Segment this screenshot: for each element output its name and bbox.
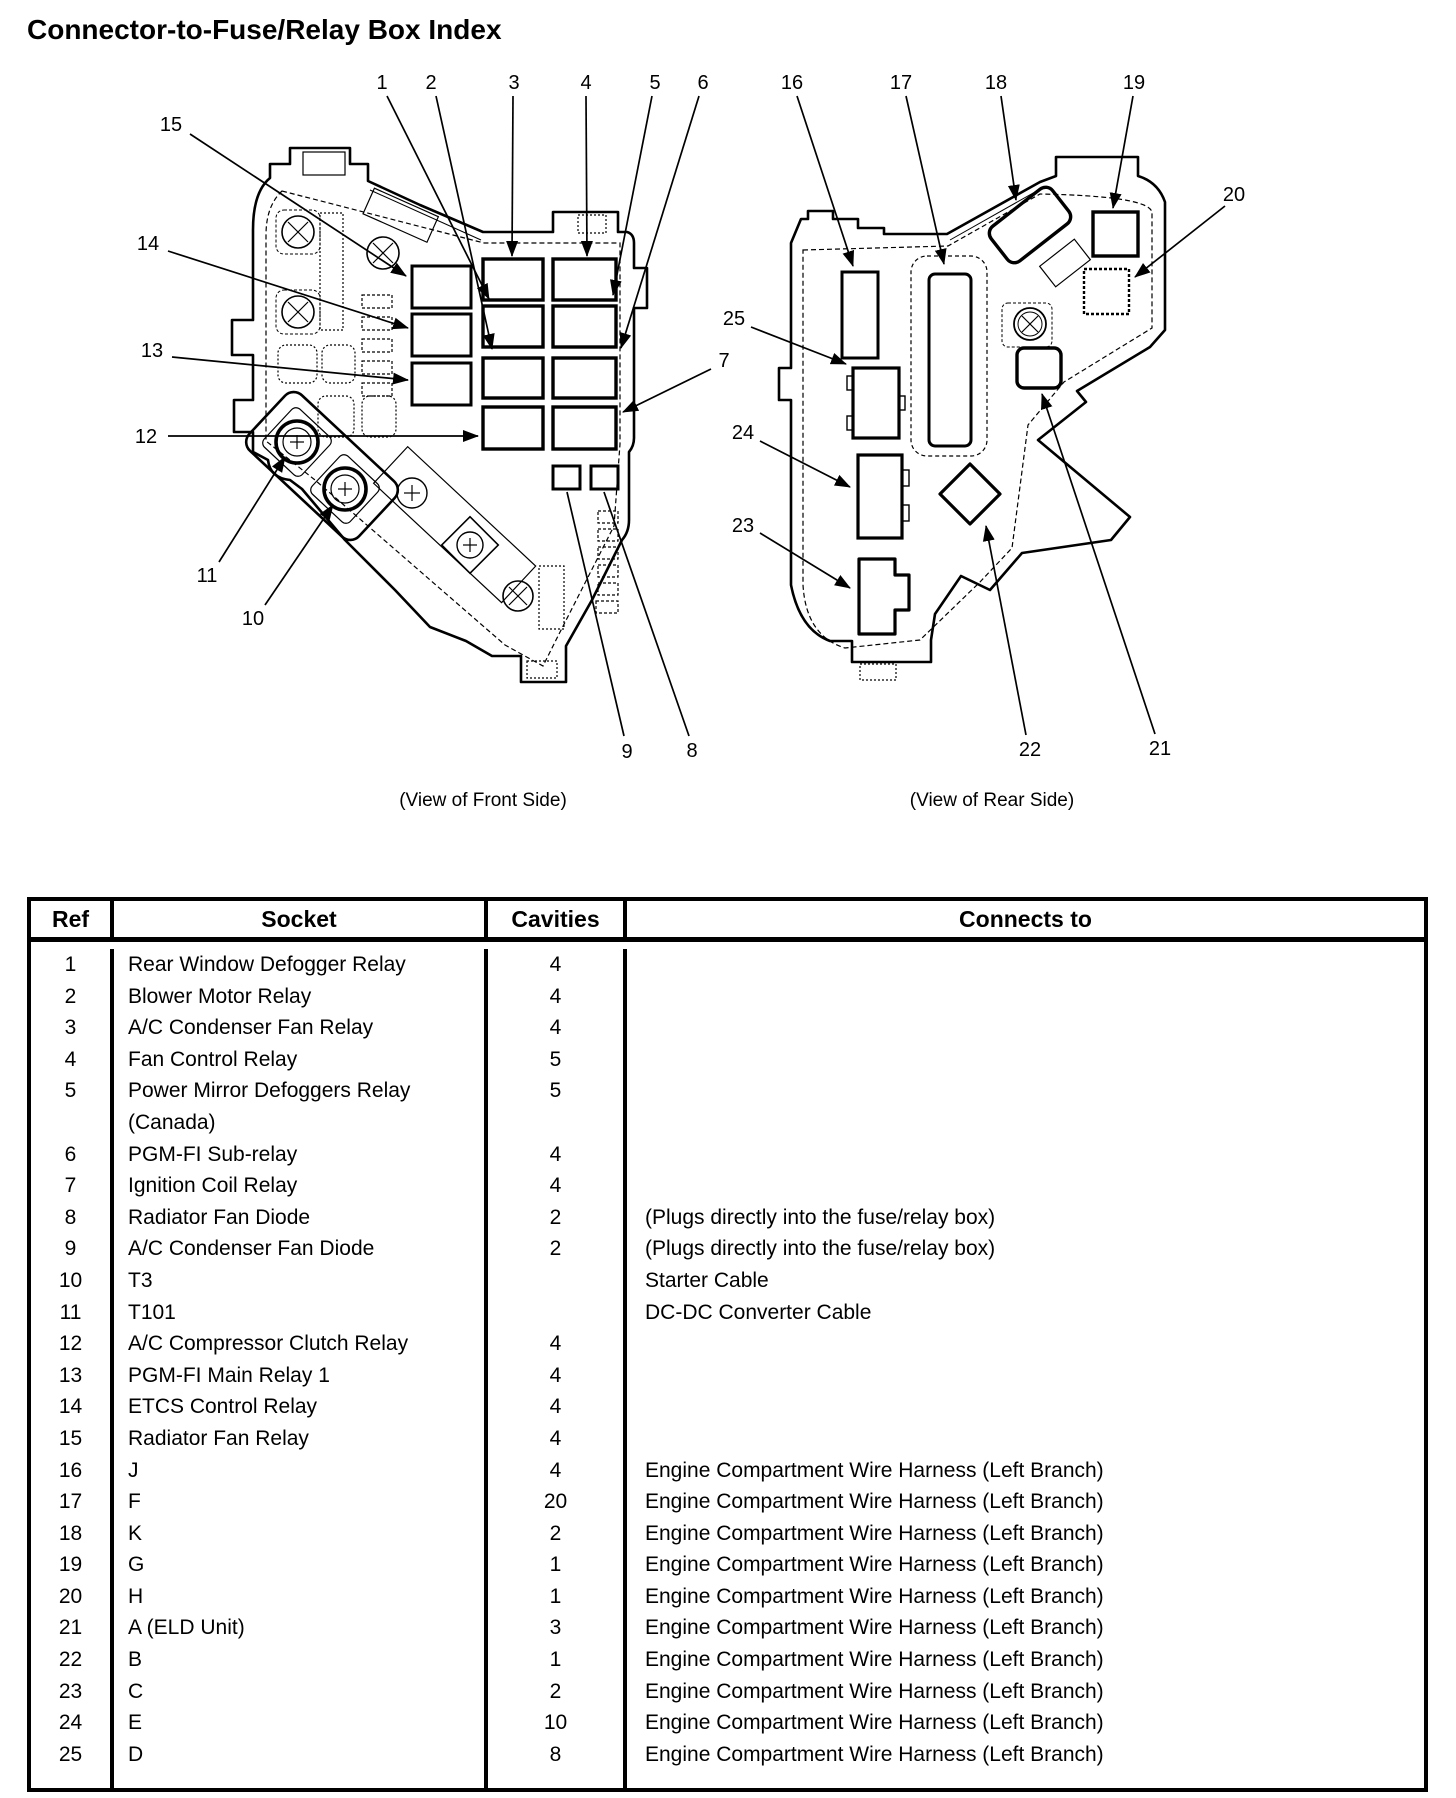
cell-connects-to: Engine Compartment Wire Harness (Left Branch) bbox=[645, 1584, 1104, 1608]
cell-ref: 10 bbox=[31, 1265, 114, 1297]
cell-ref: 22 bbox=[31, 1644, 114, 1676]
rear-view bbox=[779, 157, 1165, 680]
callout-label-8: 8 bbox=[686, 740, 698, 762]
cell-cavities: 8 bbox=[488, 1739, 627, 1771]
cell-cavities: 4 bbox=[488, 981, 627, 1013]
table-row-20 bbox=[31, 1581, 1424, 1613]
callout-leader-11 bbox=[219, 457, 285, 562]
callout-label-3: 3 bbox=[508, 72, 520, 94]
callout-label-2: 2 bbox=[425, 72, 437, 94]
cell-cavities: 2 bbox=[488, 1676, 627, 1708]
cell-connects-to bbox=[627, 1075, 1424, 1138]
callout-label-22: 22 bbox=[1018, 739, 1042, 761]
connector-19-g bbox=[1093, 212, 1138, 256]
callout-label-6: 6 bbox=[697, 72, 709, 94]
callout-leader-7 bbox=[623, 369, 711, 412]
table-row-3 bbox=[31, 1012, 1424, 1044]
cell-ref: 12 bbox=[31, 1328, 114, 1360]
cell-socket: A/C Condenser Fan Diode bbox=[114, 1233, 488, 1265]
cell-ref: 2 bbox=[31, 981, 114, 1013]
callout-leader-21 bbox=[1042, 394, 1155, 734]
cell-ref: 8 bbox=[31, 1202, 114, 1234]
cell-connects-to bbox=[627, 1328, 1424, 1360]
table-row-24 bbox=[31, 1707, 1424, 1739]
cell-cavities: 4 bbox=[488, 1170, 627, 1202]
cell-connects-to: Engine Compartment Wire Harness (Left Branch) bbox=[645, 1458, 1104, 1482]
cell-socket: F bbox=[114, 1486, 488, 1518]
rear-view-caption: (View of Rear Side) bbox=[909, 790, 1075, 811]
cell-cavities: 4 bbox=[488, 1423, 627, 1455]
fuse-box-diagram bbox=[0, 0, 1456, 870]
cell-cavities: 4 bbox=[488, 1328, 627, 1360]
filler-cell bbox=[31, 1770, 114, 1788]
connector-18-k bbox=[986, 184, 1091, 287]
filler-cell bbox=[114, 1770, 488, 1788]
callout-label-18: 18 bbox=[984, 72, 1008, 94]
screw-icon bbox=[276, 210, 320, 254]
header-connects-to: Connects to bbox=[959, 905, 1092, 932]
cell-connects-to bbox=[627, 1170, 1424, 1202]
cell-ref: 4 bbox=[31, 1044, 114, 1076]
cell-connects-to: Engine Compartment Wire Harness (Left Branch) bbox=[645, 1742, 1104, 1766]
cell-socket: B bbox=[114, 1644, 488, 1676]
cell-cavities: 2 bbox=[488, 1202, 627, 1234]
table-row-13 bbox=[31, 1360, 1424, 1392]
callout-label-13: 13 bbox=[140, 340, 164, 362]
table-row-10 bbox=[31, 1265, 1424, 1297]
callout-leader-24 bbox=[760, 441, 850, 487]
cell-socket: D bbox=[114, 1739, 488, 1771]
callout-label-19: 19 bbox=[1122, 72, 1146, 94]
cell-cavities: 4 bbox=[488, 1360, 627, 1392]
cell-socket: T101 bbox=[114, 1297, 488, 1329]
relay-15-radiator-fan-relay bbox=[412, 266, 471, 308]
cell-connects-to bbox=[627, 1012, 1424, 1044]
cell-connects-to: Engine Compartment Wire Harness (Left Branch) bbox=[645, 1679, 1104, 1703]
relay-grid bbox=[483, 259, 616, 449]
table-row-15 bbox=[31, 1423, 1424, 1455]
callout-leader-22 bbox=[986, 526, 1026, 735]
cell-socket: A/C Condenser Fan Relay bbox=[114, 1012, 488, 1044]
callout-leader-4 bbox=[586, 96, 587, 256]
table-row-23 bbox=[31, 1676, 1424, 1708]
cell-cavities: 1 bbox=[488, 1581, 627, 1613]
cell-ref: 1 bbox=[31, 949, 114, 981]
cell-ref: 5 bbox=[31, 1075, 114, 1138]
table-row-11 bbox=[31, 1297, 1424, 1329]
screw-icon bbox=[276, 290, 320, 334]
table-row-22 bbox=[31, 1644, 1424, 1676]
cell-ref: 21 bbox=[31, 1612, 114, 1644]
cell-socket: K bbox=[114, 1518, 488, 1550]
cell-ref: 24 bbox=[31, 1707, 114, 1739]
table-body bbox=[31, 942, 1424, 1788]
callout-label-21: 21 bbox=[1148, 738, 1172, 760]
cell-socket: Radiator Fan Relay bbox=[114, 1423, 488, 1455]
cell-ref: 7 bbox=[31, 1170, 114, 1202]
connector-24-e bbox=[858, 455, 909, 538]
table-row-5 bbox=[31, 1075, 1424, 1138]
connector-20-h bbox=[1084, 269, 1129, 314]
callout-label-1: 1 bbox=[376, 72, 388, 94]
callout-leader-20 bbox=[1135, 206, 1225, 277]
connector-23-c bbox=[859, 559, 909, 634]
cell-ref: 6 bbox=[31, 1139, 114, 1171]
cell-connects-to: Starter Cable bbox=[645, 1268, 769, 1292]
callout-label-14: 14 bbox=[136, 233, 160, 255]
cell-connects-to bbox=[627, 1360, 1424, 1392]
cell-cavities: 3 bbox=[488, 1612, 627, 1644]
cell-ref: 20 bbox=[31, 1581, 114, 1613]
screw-icon bbox=[397, 478, 427, 508]
callout-label-24: 24 bbox=[731, 422, 755, 444]
table-row-25 bbox=[31, 1739, 1424, 1771]
cell-connects-to bbox=[627, 1391, 1424, 1423]
connector-17-f bbox=[911, 256, 987, 456]
callout-label-7: 7 bbox=[718, 350, 730, 372]
diode-9-ac-condenser-fan bbox=[553, 466, 580, 489]
callout-label-25: 25 bbox=[722, 308, 746, 330]
table-filler-row bbox=[31, 1770, 1424, 1788]
table-row-18 bbox=[31, 1518, 1424, 1550]
cell-socket: H bbox=[114, 1581, 488, 1613]
callout-leader-19 bbox=[1113, 96, 1133, 208]
callout-leader-17 bbox=[906, 96, 944, 264]
callout-leader-14 bbox=[168, 251, 408, 328]
table-row-2 bbox=[31, 981, 1424, 1013]
cell-ref: 16 bbox=[31, 1455, 114, 1487]
cell-connects-to bbox=[627, 1423, 1424, 1455]
callout-leader-16 bbox=[797, 96, 853, 266]
cell-ref: 23 bbox=[31, 1676, 114, 1708]
cell-socket: ETCS Control Relay bbox=[114, 1391, 488, 1423]
cell-connects-to bbox=[627, 1044, 1424, 1076]
callout-leader-8 bbox=[604, 492, 689, 736]
front-view bbox=[232, 148, 647, 682]
cell-cavities bbox=[488, 1265, 627, 1297]
cell-connects-to: (Plugs directly into the fuse/relay box) bbox=[645, 1237, 996, 1261]
cell-cavities: 4 bbox=[488, 1455, 627, 1487]
screw-icon bbox=[1002, 303, 1052, 347]
callout-label-20: 20 bbox=[1222, 184, 1246, 206]
cell-connects-to bbox=[627, 949, 1424, 981]
connector-index-table bbox=[27, 897, 1428, 1792]
table-row-21 bbox=[31, 1612, 1424, 1644]
table-header-row bbox=[31, 901, 1424, 942]
callout-leader-25 bbox=[751, 327, 846, 364]
cell-socket: A (ELD Unit) bbox=[114, 1612, 488, 1644]
cell-cavities: 2 bbox=[488, 1518, 627, 1550]
callout-label-9: 9 bbox=[621, 741, 633, 763]
table-row-4 bbox=[31, 1044, 1424, 1076]
connector-21-a-eld-unit bbox=[1017, 348, 1061, 388]
cell-socket: PGM-FI Main Relay 1 bbox=[114, 1360, 488, 1392]
header-socket: Socket bbox=[114, 901, 488, 937]
cell-socket: Blower Motor Relay bbox=[114, 981, 488, 1013]
table-row-7 bbox=[31, 1170, 1424, 1202]
cell-socket: Radiator Fan Diode bbox=[114, 1202, 488, 1234]
cell-socket: A/C Compressor Clutch Relay bbox=[114, 1328, 488, 1360]
callout-label-12: 12 bbox=[134, 426, 158, 448]
cell-socket: Fan Control Relay bbox=[114, 1044, 488, 1076]
cell-cavities: 4 bbox=[488, 1391, 627, 1423]
cell-ref: 18 bbox=[31, 1518, 114, 1550]
table-row-8 bbox=[31, 1202, 1424, 1234]
cell-cavities: 4 bbox=[488, 1139, 627, 1171]
callout-label-11: 11 bbox=[196, 565, 218, 587]
cell-socket: C bbox=[114, 1676, 488, 1708]
cell-ref: 11 bbox=[31, 1297, 114, 1329]
relay-14-etcs-control-relay bbox=[412, 314, 471, 356]
callout-leader-10 bbox=[265, 505, 333, 605]
callout-label-16: 16 bbox=[780, 72, 804, 94]
cell-connects-to: Engine Compartment Wire Harness (Left Branch) bbox=[645, 1711, 1104, 1735]
cell-connects-to: DC-DC Converter Cable bbox=[645, 1300, 872, 1324]
callout-label-23: 23 bbox=[731, 515, 755, 537]
table-row-6 bbox=[31, 1139, 1424, 1171]
cell-cavities: 20 bbox=[488, 1486, 627, 1518]
cell-cavities: 1 bbox=[488, 1644, 627, 1676]
screw-icon bbox=[442, 517, 499, 574]
cell-cavities: 5 bbox=[488, 1044, 627, 1076]
cell-ref: 9 bbox=[31, 1233, 114, 1265]
cell-connects-to: Engine Compartment Wire Harness (Left Branch) bbox=[645, 1648, 1104, 1672]
cell-cavities: 10 bbox=[488, 1707, 627, 1739]
connector-22-b bbox=[940, 464, 1000, 524]
filler-cell bbox=[488, 1770, 627, 1788]
table-row-19 bbox=[31, 1549, 1424, 1581]
cell-socket: PGM-FI Sub-relay bbox=[114, 1139, 488, 1171]
cell-ref: 14 bbox=[31, 1391, 114, 1423]
cell-socket: T3 bbox=[114, 1265, 488, 1297]
cell-cavities: 2 bbox=[488, 1233, 627, 1265]
diode-8-radiator-fan bbox=[591, 466, 618, 489]
cell-connects-to bbox=[627, 1139, 1424, 1171]
cell-cavities: 5 bbox=[488, 1075, 627, 1138]
cell-socket: Power Mirror Defoggers Relay (Canada) bbox=[114, 1075, 488, 1138]
callout-leader-23 bbox=[760, 533, 850, 588]
cell-socket: E bbox=[114, 1707, 488, 1739]
cell-ref: 13 bbox=[31, 1360, 114, 1392]
cell-connects-to: Engine Compartment Wire Harness (Left Branch) bbox=[645, 1553, 1104, 1577]
cell-ref: 3 bbox=[31, 1012, 114, 1044]
callout-label-5: 5 bbox=[649, 72, 661, 94]
table-row-12 bbox=[31, 1328, 1424, 1360]
callouts bbox=[135, 72, 1245, 763]
connector-25-d bbox=[847, 368, 905, 438]
cell-ref: 17 bbox=[31, 1486, 114, 1518]
cell-socket: J bbox=[114, 1455, 488, 1487]
header-cavities: Cavities bbox=[488, 901, 627, 937]
cell-connects-to: Engine Compartment Wire Harness (Left Branch) bbox=[645, 1616, 1104, 1640]
relay-13-pgm-fi-main-relay-1 bbox=[412, 363, 471, 405]
callout-label-4: 4 bbox=[580, 72, 592, 94]
cell-cavities: 4 bbox=[488, 1012, 627, 1044]
cell-connects-to: Engine Compartment Wire Harness (Left Branch) bbox=[645, 1490, 1104, 1514]
front-view-caption: (View of Front Side) bbox=[399, 790, 567, 811]
cell-socket: G bbox=[114, 1549, 488, 1581]
cell-connects-to: (Plugs directly into the fuse/relay box) bbox=[645, 1205, 996, 1229]
callout-leader-3 bbox=[512, 96, 513, 256]
table-row-1 bbox=[31, 949, 1424, 981]
cell-cavities: 4 bbox=[488, 949, 627, 981]
filler-cell bbox=[627, 1770, 1424, 1788]
cell-ref: 19 bbox=[31, 1549, 114, 1581]
table-row-16 bbox=[31, 1455, 1424, 1487]
cell-connects-to: Engine Compartment Wire Harness (Left Branch) bbox=[645, 1521, 1104, 1545]
cell-ref: 15 bbox=[31, 1423, 114, 1455]
cell-socket: Ignition Coil Relay bbox=[114, 1170, 488, 1202]
cell-cavities: 1 bbox=[488, 1549, 627, 1581]
table-row-9 bbox=[31, 1233, 1424, 1265]
callout-label-10: 10 bbox=[241, 608, 265, 630]
callout-leader-18 bbox=[1001, 96, 1016, 200]
cell-socket: Rear Window Defogger Relay bbox=[114, 949, 488, 981]
callout-label-17: 17 bbox=[889, 72, 913, 94]
cell-ref: 25 bbox=[31, 1739, 114, 1771]
header-ref: Ref bbox=[31, 901, 114, 937]
connector-16-j bbox=[842, 272, 878, 358]
page-title: Connector-to-Fuse/Relay Box Index bbox=[27, 14, 502, 45]
table-row-14 bbox=[31, 1391, 1424, 1423]
cell-cavities bbox=[488, 1297, 627, 1329]
callout-leader-6 bbox=[621, 96, 699, 348]
table-row-17 bbox=[31, 1486, 1424, 1518]
callout-label-15: 15 bbox=[159, 114, 183, 136]
callout-leader-15 bbox=[190, 134, 406, 276]
cell-connects-to bbox=[627, 981, 1424, 1013]
callout-leader-2 bbox=[436, 96, 492, 349]
